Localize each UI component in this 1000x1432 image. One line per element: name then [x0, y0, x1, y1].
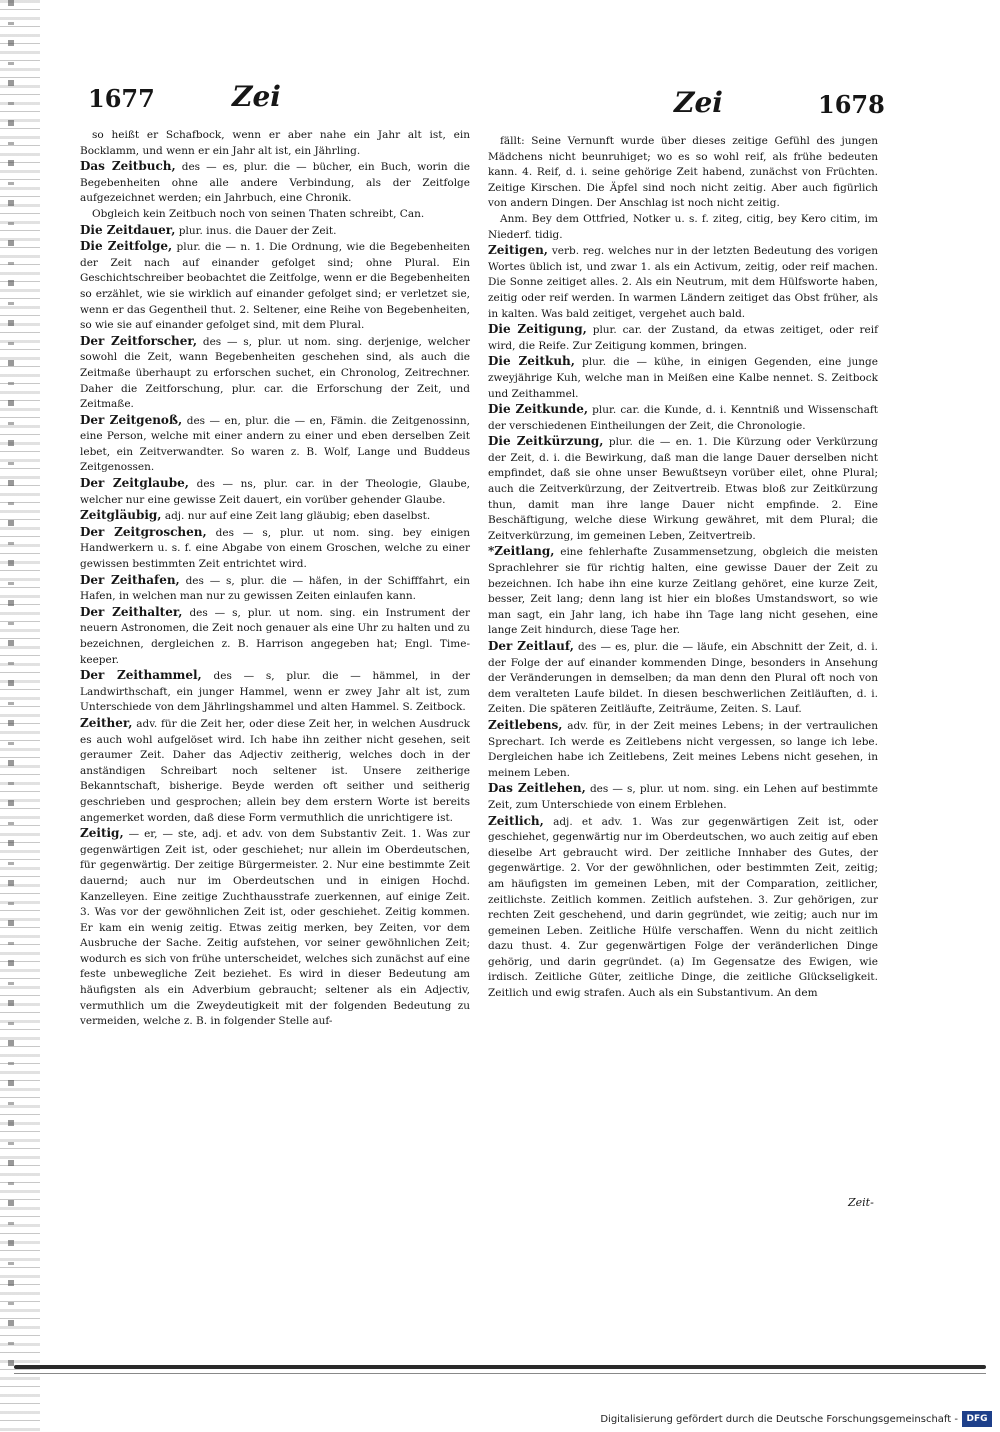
- left-page-number: 1677: [88, 84, 155, 113]
- entry-text: des — ns, plur. car. in der Theologie, Glaube, welcher nur eine gewisse Zeit dauert, ein vorüber gehender Glaube.: [80, 478, 470, 506]
- right-entry: [488, 212, 878, 243]
- right-entry: [488, 434, 878, 544]
- entry-text: eine fehlerhafte Zusammensetzung, obgleich die meisten Sprachlehrer sie für richtig halten, eine gewisse Dauer der Zeit zu bezeichnen. Ich habe ihn eine kurze Zeitlang gehöret, eine kurze Zeit, besser, Zeit lang; denn lang ist hier ein bloßes Umstandswort, so wie man sagt, ein Jahr lang, ich habe ihn Tage lang nicht gesehen, eine lange Zeit hindurch, diese Tage her.: [488, 546, 878, 637]
- entry-text: des — en, plur. die — en, Fämin. die Zeitgenossinn, eine Person, welche mit einer andern zu einer und eben derselben Zeit lebet, ein Zeitverwandter. So waren z. B. Wolf, Lange und Buddeus Zeitgenossen.: [80, 414, 470, 474]
- entry-text: des — s, plur. ut nom. sing. bey einigen Handwerkern u. s. f. eine Abgabe von einem Groschen, welche zu einer gewissen bestimmten Zeit entrichtet wird.: [80, 526, 470, 571]
- entry-text: verb. reg. welches nur in der letzten Bedeutung des vorigen Wortes üblich ist, und zwar 1. als ein Activum, zeitig, oder reif machen. Die Sonne zeitiget alles. 2. Als ein Neutrum, mit dem Hülfsworte haben, zeitig oder reif werden. In warmen Ländern zeitiget das Obst früher, als in kalten. Was bald zeitiget, vergehet auch bald.: [488, 245, 878, 320]
- digitization-credit: Digitalisierung gefördert durch die Deutsche Forschungsgemeinschaft -: [600, 1414, 958, 1425]
- right-entry: [488, 322, 878, 354]
- entry-text: Anm. Bey dem Ottfried, Notker u. s. f. ziteg, citig, bey Kero citim, im Niederf. tidig.: [488, 212, 878, 241]
- entry-headword: Zeitlich,: [488, 813, 544, 828]
- entry-headword: Der Zeithafen,: [80, 572, 180, 587]
- right-entry: [488, 243, 878, 322]
- entry-text: — er, — ste, adj. et adv. von dem Substantiv Zeit. 1. Was zur gegenwärtigen Zeit ist, oder geschiehet; nur allein im Oberdeutschen, für gegenwärtig. Der zeitige Bürgermeister. 2. Nur eine bestimmte Zeit dauernd; auch nur im Oberdeutschen und in einigen Hochd. Kanzelleyen. Eine zeitige Zuchthausstrafe zuerkennen, auf einige Zeit. 3. Was vor der gewöhnlichen Zeit ist, oder geschiehet. Zeitig kommen. Er kam ein wenig zeitig. Etwas zeitig merken, bey Zeiten, vor dem Ausbruche der Sache. Zeitig aufstehen, vor seiner gewöhnlichen Zeit; wodurch es sich von frühe unterscheidet, welches sich zunächst auf eine feste unbewegliche Zeit beziehet. Es wird in dieser Bedeutung am häufigsten als ein Adverbium gebraucht; seltener als ein Adjectiv, vermuthlich um die Zweydeutigkeit mit der folgenden Bedeutung zu vermeiden, welche z. B. in folgender Stelle auf-: [80, 828, 470, 1028]
- entry-headword: Die Zeitkürzung,: [488, 434, 604, 449]
- left-entry: [80, 668, 470, 716]
- entry-headword: Die Zeitkuh,: [488, 354, 575, 369]
- entry-headword: Der Zeitgroschen,: [80, 524, 207, 539]
- entry-text: des — es, plur. die — bücher, ein Buch, worin die Begebenheiten ohne alle andere Verbindung, als der Zeitfolge aufgezeichnet werden; ein Jahrbuch, eine Chronik.: [80, 161, 471, 205]
- entry-headword: Der Zeitgenoß,: [80, 412, 183, 427]
- entry-headword: Der Zeitforscher,: [80, 333, 198, 348]
- entry-headword: Zeitigen,: [488, 243, 548, 258]
- entry-text: adv. für, in der Zeit meines Lebens; in der vertraulichen Sprechart. Ich werde es Zeitlebens nicht vergessen, so lange ich lebe. Dergleichen habe ich Zeitlebens, Zeit meines Lebens nicht gesehen, in meinem Leben.: [488, 719, 878, 779]
- left-entry: [80, 605, 470, 668]
- entry-headword: *Zeitlang,: [488, 544, 555, 559]
- entry-headword: Die Zeitigung,: [488, 322, 587, 337]
- entry-headword: Die Zeitdauer,: [80, 222, 176, 237]
- right-running-head: Zei: [674, 86, 723, 119]
- bottom-rule: [14, 1365, 986, 1369]
- entry-text: des — s, plur. die — häfen, in der Schifffahrt, ein Hafen, in welchen man nur zu gewissen Zeiten einlaufen kann.: [80, 574, 470, 603]
- left-entry: [80, 223, 470, 240]
- entry-text: des — s, plur. die — hämmel, in der Landwirthschaft, ein junger Hammel, wenn er zwey Jahr alt ist, zum Unterschiede von dem Jährlingshammel und alten Hammel. S. Zeitbock.: [80, 670, 471, 714]
- entry-text: fällt: Seine Vernunft wurde über dieses zeitige Gefühl des jungen Mädchens nicht beunruhiget; wo es so wohl reif, als frühe bedeuten kann. 4. Reif, d. i. seine gehörige Zeit habend, zunächst von Früchten. Zeitige Kirschen. Die Äpfel sind noch nicht zeitig. Aber auch figürlich von andern Dingen. Der Anschlag ist noch nicht zeitig.: [488, 135, 878, 210]
- entry-text: plur. car. die Kunde, d. i. Kenntniß und Wissenschaft der verschiedenen Eintheilungen der Zeit, die Chronologie.: [488, 404, 878, 432]
- right-entry: [488, 544, 878, 639]
- right-entry: [488, 718, 878, 781]
- entry-headword: Zeitgläubig,: [80, 508, 162, 523]
- entry-headword: Der Zeitlauf,: [488, 639, 574, 653]
- entry-headword: Zeither,: [80, 715, 133, 730]
- left-entry: [80, 128, 470, 159]
- entry-text: adj. nur auf eine Zeit lang gläubig; eben daselbst.: [164, 510, 431, 523]
- left-entry: [80, 508, 470, 525]
- right-entry: [488, 639, 878, 718]
- right-entry: [488, 402, 878, 434]
- entry-headword: Die Zeitfolge,: [80, 239, 173, 254]
- entry-text: des — s, plur. ut nom. sing. ein Lehen auf bestimmte Zeit, zum Unterschiede von einem Erblehen.: [488, 783, 878, 811]
- left-entry: [80, 413, 470, 476]
- entry-headword: Das Zeitlehen,: [488, 781, 586, 796]
- entry-headword: Der Zeithalter,: [80, 604, 183, 619]
- entry-text: plur. inus. die Dauer der Zeit.: [178, 224, 337, 237]
- right-entry: [488, 134, 878, 212]
- left-entry: [80, 716, 470, 826]
- entry-text: adj. et adv. 1. Was zur gegenwärtigen Zeit ist, oder geschiehet, gegenwärtig nur im Oberdeutschen, wo auch zeitig auf eben dieselbe Art gebraucht wird. Der zeitliche Innhaber des Gutes, der gegenwärtige. 2. Vor der gewöhnlichen, oder bestimmten Zeit, zeitig; am häufigsten im gemeinen Leben, mit der Comparation, zeitlicher, zeitlichste. Zeitlich kommen. Zeitlich aufstehen. 3. Zur gehörigen, zur rechten Zeit geschehend, und darin gegründet, wie zeitig; auch nur im gemeinen Leben. Zeitliche Hülfe verschaffen. Wenn du nicht zeitlich dazu thust. 4. Zur gegenwärtigen Folge der veränderlichen Dinge gehörig, und darin gegründet. (a) Im Gegensatze des Ewigen, wie irdisch. Zeitliche Güter, zeitliche Dinge, die zeitliche Glückseligkeit. Zeitlich und ewig strafen. Auch als ein Substantivum. An dem: [488, 815, 878, 1000]
- entry-text: plur. car. der Zustand, da etwas zeitiget, oder reif wird, die Reife. Zur Zeitigung kommen, bringen.: [488, 324, 878, 352]
- right-entry: [488, 814, 878, 1002]
- entry-text: plur. die — en. 1. Die Kürzung oder Verkürzung der Zeit, d. i. die Bewirkung, daß man die lange Dauer derselben nicht empfindet, daß sie ohne unser Bewußtseyn vorüber eilet, ohne Plural; auch die Zeitverkürzung, der Zeitvertreib. Etwas bloß zur Zeitkürzung thun, damit man ihre lange Dauer nicht empfinde. 2. Eine Beschäftigung, welche diese Wirkung gewähret, mit dem Plural; die Zeitverkürzung, im gemeinen Leben, Zeitvertreib.: [488, 436, 879, 542]
- entry-text: des — s, plur. ut nom. sing. derjenige, welcher sowohl die Zeit, wann Begebenheiten geschehen sind, als auch die Zeitmaße überhaupt zu erforschen suchet, ein Chronolog, Zeitrechner. Daher die Zeitforschung, plur. car. die Erforschung der Zeit, und Zeitmaße.: [80, 335, 471, 411]
- entry-headword: Das Zeitbuch,: [80, 159, 176, 174]
- entry-text: so heißt er Schafbock, wenn er aber nahe ein Jahr alt ist, ein Bocklamm, und wenn er ein Jahr alt ist, ein Jährling.: [80, 129, 470, 157]
- left-entry: [80, 159, 470, 207]
- entry-text: des — es, plur. die — läufe, ein Abschnitt der Zeit, d. i. der Folge der auf einander kommenden Dinge, besonders in Ansehung der Veränderungen in demselben; da man denn den Plural oft noch von dem veralteten Laufe bildet. In diesen beschwerlichen Zeitläuften, d. i. Zeiten. Die späteren Zeitläufte, Zeiträume, Zeiten. S. Lauf.: [488, 641, 879, 716]
- bottom-rule-thin: [14, 1373, 986, 1374]
- right-entry: [488, 781, 878, 813]
- left-entry: [80, 525, 470, 573]
- entry-headword: Der Zeitglaube,: [80, 476, 189, 491]
- entry-headword: Zeitlebens,: [488, 717, 563, 732]
- entry-text: plur. die — kühe, in einigen Gegenden, eine junge zweyjährige Kuh, welche man in Meißen eine Kalbe nennet. S. Zeitbock und Zeithammel.: [488, 356, 878, 400]
- entry-text: adv. für die Zeit her, oder diese Zeit her, in welchen Ausdruck es auch wohl aufgelöset wird. Ich habe ihn zeither nicht gesehen, seit geraumer Zeit. Daher das Adjectiv zeitherig, welches doch in der anständigen Schreibart noch seltener ist. Unsere zeitherige Bekanntschaft, bisherige. Beyde werden oft seither und seitherig geschrieben und gesprochen; allein bey dem erstern Worte ist bereits angemerket worden, daß diese Form vermuthlich die unrichtigere ist.: [80, 717, 470, 824]
- left-entry: [80, 476, 470, 508]
- entry-text: des — s, plur. ut nom. sing. ein Instrument der neuern Astronomen, die Zeit noch genauer als eine Uhr zu halten und zu bezeichnen, dergleichen z. B. Harrison angegeben hat; Engl. Time-keeper.: [80, 606, 471, 666]
- entry-text: plur. die — n. 1. Die Ordnung, wie die Begebenheiten der Zeit nach auf einander gefolget sind; ohne Plural. Ein Geschichtschreiber beobachtet die Zeitfolge, wenn er die Begebenheiten so erzählet, wie sie wirklich auf einander gefolget sind; er verletzet sie, wenn er das Gegentheil thut. 2. Seltener, eine Reihe von Begebenheiten, so wie sie auf einander gefolget sind, mit dem Plural.: [80, 241, 470, 332]
- entry-headword: Zeitig,: [80, 826, 124, 841]
- left-entry: [80, 826, 470, 1030]
- scanned-page-edge: [0, 0, 40, 1432]
- left-entry: [80, 239, 470, 334]
- dfg-logo: DFG: [962, 1411, 992, 1427]
- left-running-head: Zei: [232, 80, 281, 113]
- right-entry: [488, 354, 878, 402]
- binding-shadow: [8, 0, 14, 1380]
- left-entry: [80, 573, 470, 605]
- entry-headword: Die Zeitkunde,: [488, 402, 589, 417]
- entry-headword: Der Zeithammel,: [80, 668, 202, 683]
- left-column: [80, 128, 470, 1030]
- left-entry: [80, 334, 470, 413]
- entry-text: Obgleich kein Zeitbuch noch von seinen Thaten schreibt, Can.: [92, 207, 425, 220]
- catchword: Zeit-: [848, 1196, 874, 1209]
- left-entry: [80, 207, 470, 223]
- right-column: [488, 134, 878, 1002]
- right-page-number: 1678: [818, 90, 885, 119]
